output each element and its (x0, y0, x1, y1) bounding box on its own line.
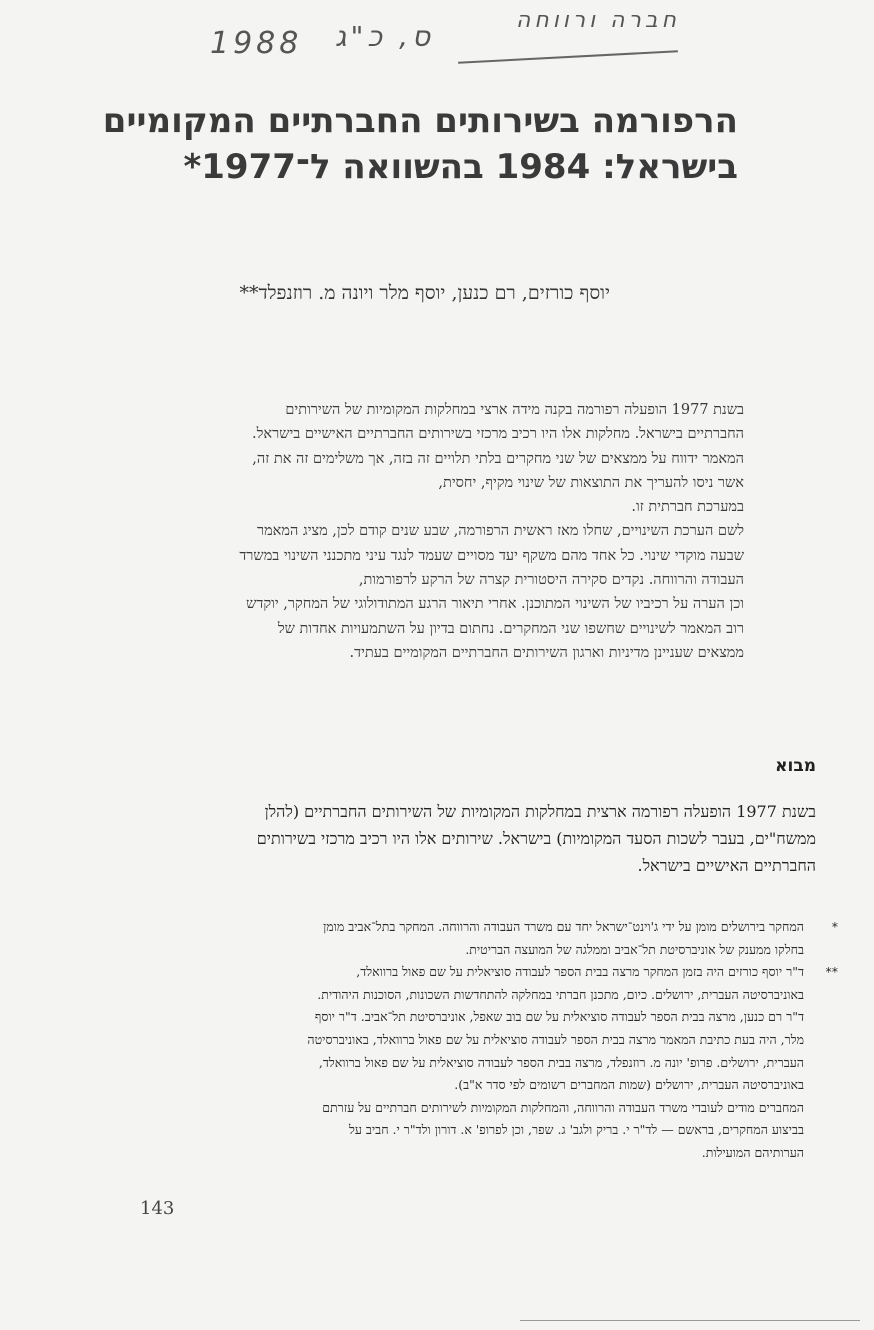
handwritten-source: חברה ורווחה (515, 8, 680, 33)
scan-edge-line (520, 1320, 860, 1321)
footnote-authors (106, 961, 838, 1164)
authors-line: יוסף כורזים, רם כנען, יוסף מלר ויונה מ. רוזנפלד** (239, 282, 610, 304)
footnote-line: המחברים מודים לעובדי משרד העבודה והרווחה, והמחלקות המקומיות לשירותים חברתיים על עזרתם (322, 1099, 804, 1115)
intro-paragraph (126, 798, 816, 879)
abstract-line: החברתיים בישראל. מחלקות אלו היו רכיב מרכזי בשירותים החברתיים האישיים בישראל. (251, 426, 744, 443)
abstract-line: וכן הערה על רכיביו של השינוי המתוכנן. אחרי תיאור הרגע המתודולוגי של המחקר, יוקדש (246, 596, 744, 613)
footnotes (106, 916, 838, 1165)
footnote-line: העברית, ירושלים. פרופ' יונה מ. רוזנפלד, מרצה בבית הספר לעבודה סוציאלית על שם פאול ברוואלד, (318, 1054, 804, 1070)
footnote-line: מלר, היה בעת כתיבת המאמר מרצה בבית הספר לעבודה סוציאלית על שם פאול ברוואלד, באוניברסיטה (307, 1031, 804, 1047)
footnote-funding (106, 916, 838, 961)
title-line-1: הרפורמה בשירותים החברתיים המקומיים (102, 101, 738, 141)
abstract-line: המאמר ידווח על ממצאים של שני מחקרים בלתי תלויים זה בזה, אך משלימים זה את זה, (252, 450, 744, 467)
footnote-line: באוניברסיטה העברית, ירושלים. כיום, מתכנן חברתי במחלקה להתחדשות השכונות, הסוכנות היהודית. (317, 986, 804, 1002)
footnote-line: הערותיהם המועילות. (701, 1144, 804, 1160)
handwritten-annotation (200, 10, 690, 80)
abstract-line: לשם הערכת השינויים, שחלו מאז ראשית הרפורמה, שבע שנים קודם לכן, מציג המאמר (256, 523, 744, 540)
footnote-line: בביצוע המחקרים, בראשם — לד"ר י. בריק ולגב' ג. שפר, וכן לפרופ' א. דורון ולד"ר י. חביב על (348, 1122, 804, 1138)
intro-line: בשנת 1977 הופעלה רפורמה ארצית במחלקות המקומיות של השירותים החברתיים (להלן (264, 802, 816, 821)
footnote-line: בחלקו ממענק של אוניברסיטת תל־אביב וממלגה של המועצה הבריטית. (465, 941, 804, 957)
footnote-line: באוניברסיטה העברית, ירושלים (שמות המחברים רשומים לפי סדר א"ב). (454, 1077, 804, 1093)
abstract-line: בשנת 1977 הופעלה רפורמה בקנה מידה ארצי במחלקות המקומיות של השירותים (285, 402, 744, 418)
footnote-mark: * (831, 919, 838, 934)
abstract-line: במערכת חברתית זו. (631, 499, 744, 516)
footnote-line: ד"ר יוסף כורזים היה בזמן המחקר מרצה בבית הספר לעבודה סוציאלית על שם פאול ברוואלד, (356, 964, 804, 980)
footnote-line: המחקר בירושלים מומן על ידי ג'וינט־ישראל יחד עם משרד העבודה והרווחה. המחקר בתל־אביב מומן (323, 919, 804, 934)
section-heading-intro: מבוא (775, 756, 816, 776)
abstract-line: ממצאים שעניינן מדיניות וארגון השירותים החברתיים המקומיים בעתיד. (349, 644, 744, 661)
handwritten-year: 1988 (210, 26, 303, 61)
abstract-line: רוב המאמר לשינויים שחשפו שני המחקרים. נחתום בדיון על השתמעויות אחדות של (277, 620, 744, 637)
abstract-line: שבעה מוקדי שינוי. כל אחד מהם משקף יעד מסויים שעמד לנגד עיני מתכנני השינוי במשרד (239, 547, 744, 564)
handwritten-volume: ס, כ"ג (335, 20, 435, 53)
footnote-mark: ** (825, 964, 838, 980)
abstract-line: העבודה והרווחה. נקדים סקירה היסטורית קצרה של הרקע לרפורמות, (358, 572, 744, 589)
article-title (98, 98, 738, 190)
abstract (84, 398, 744, 665)
intro-line: החברתיים האישיים בישראל. (637, 856, 816, 875)
intro-line: ממשח"ים, בעבר לשכות הסעד המקומיות) בישראל. שירותים אלו היו רכיב מרכזי בשירותים (256, 829, 816, 848)
abstract-line: אשר ניסו להעריך את התוצאות של שינוי מקיף, יחסית, (438, 474, 744, 491)
title-line-2: בישראל: 1984 בהשוואה ל־1977* (183, 147, 738, 187)
page-number: 143 (140, 1198, 175, 1219)
handwritten-underline (458, 50, 678, 64)
footnote-line: ד"ר רם כנען, מרצה בבית הספר לעבודה סוציאלית על שם בוב שאפל, אוניברסיטת תל־אביב. ד"ר יוסף (314, 1009, 804, 1025)
